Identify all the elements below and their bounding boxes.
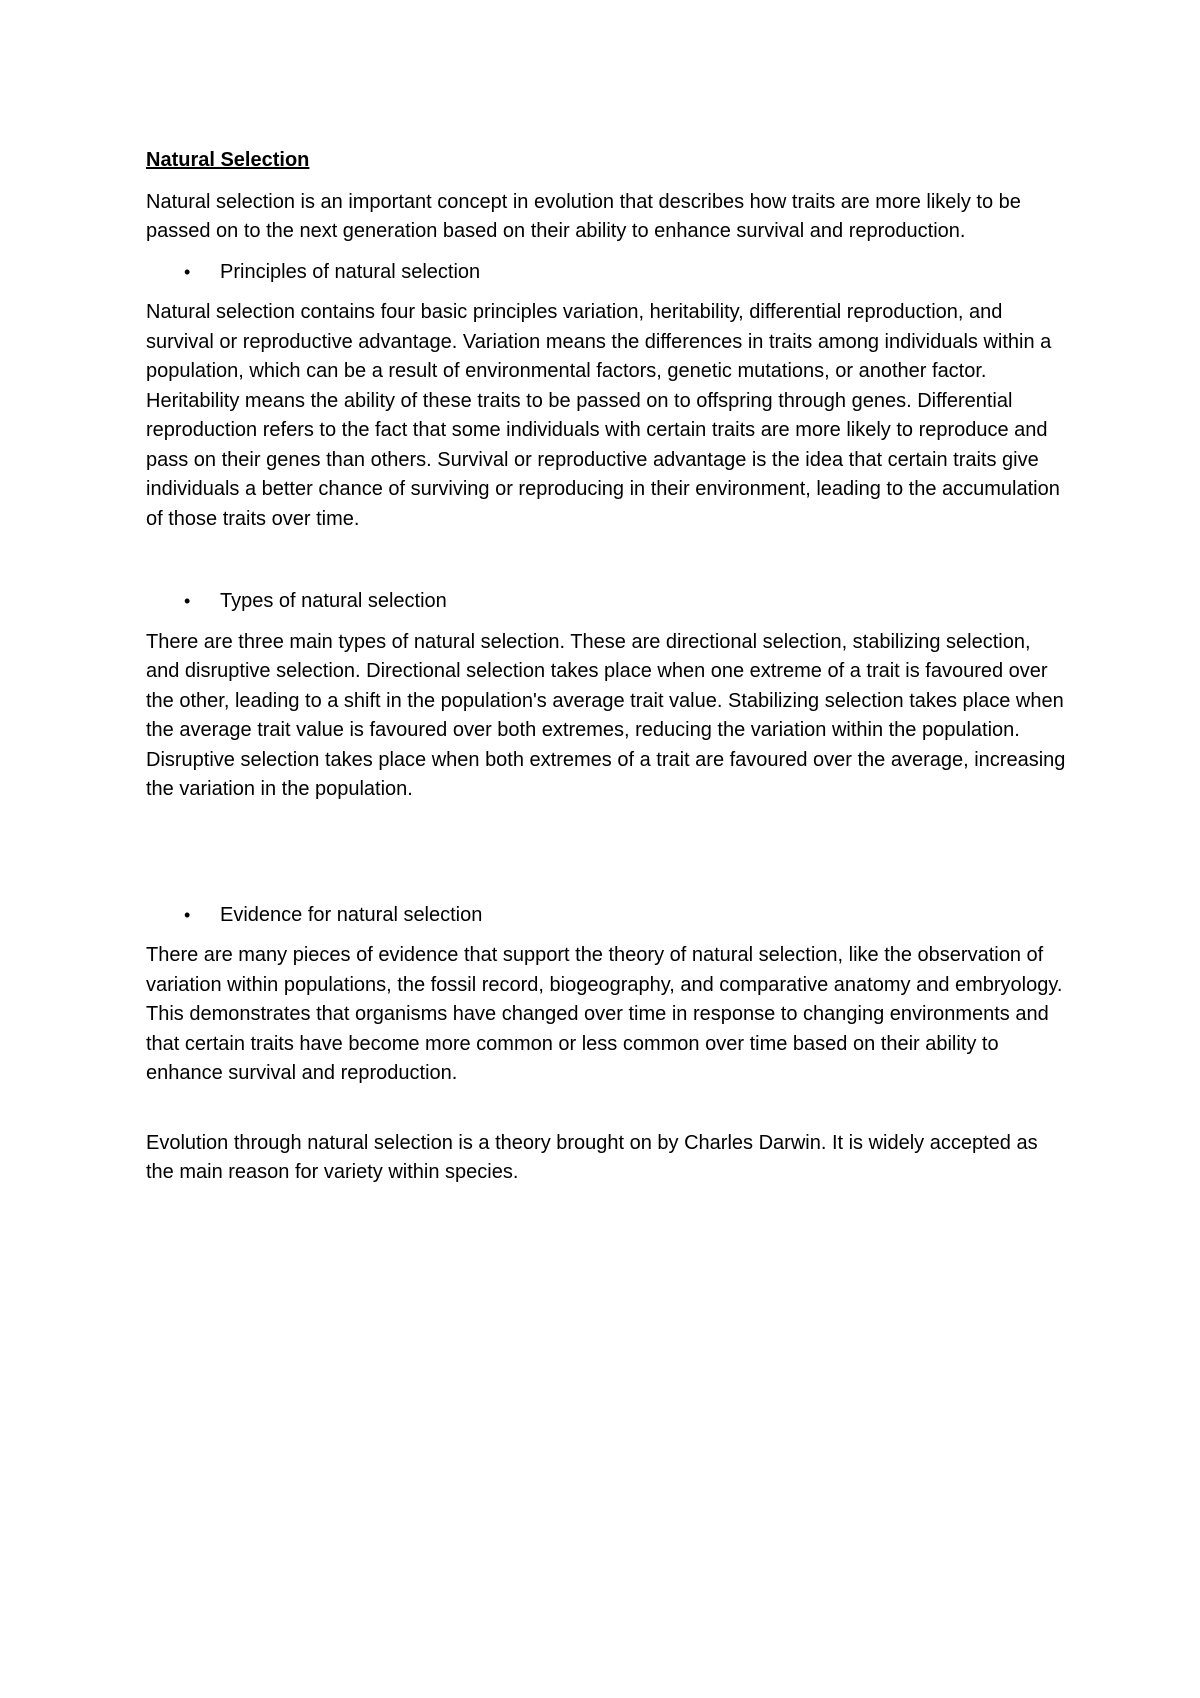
section-body-principles: Natural selection contains four basic principles variation, heritability, differential reproduction, and survival or reproductive advantage. Variation means the differences in traits among individuals within a population, which can be a result of environmental factors, genetic mutations, or another factor. Heritability means the ability of these traits to be passed on to offspring through genes. Differential reproduction refers to the fact that some individuals with certain traits are more likely to reproduce and pass on their genes than others. Survival or reproductive advantage is the idea that certain traits give individuals a better chance of surviving or reproducing in their environment, leading to the accumulation of those traits over time. [146,301,1060,530]
section-heading-principles [146,258,1066,288]
conclusion-paragraph: Evolution through natural selection is a theory brought on by Charles Darwin. It is widely accepted as the main reason for variety within species. [146,1131,1038,1183]
section-heading-label: Principles of natural selection [220,260,481,283]
section-body-evidence: There are many pieces of evidence that support the theory of natural selection, like the observation of variation within populations, the fossil record, biogeography, and comparative anatomy and embryology. This demonstrates that organisms have changed over time in response to changing environments and that certain traits have become more common or less common over time based on their ability to enhance survival and reproduction. [146,944,1063,1084]
bullet-icon: • [184,904,191,925]
document-body [146,146,1066,1188]
bullet-icon: • [184,591,191,611]
section-heading-types [146,587,1066,617]
document-title: Natural Selection [146,149,310,171]
section-heading-label: Evidence for natural selection [220,903,483,926]
bullet-icon: • [184,261,191,282]
section-body-types: There are three main types of natural selection. These are directional selection, stabilizing selection, and disruptive selection. Directional selection takes place when one extreme of a trait is favoured over the other, leading to a shift in the population's average trait value. Stabilizing selection takes place when the average trait value is favoured over both extremes, reducing the variation within the population. Disruptive selection takes place when both extremes of a trait are favoured over the average, increasing the variation in the population. [146,630,1066,800]
section-heading-label: Types of natural selection [220,590,447,612]
intro-paragraph: Natural selection is an important concept in evolution that describes how traits are more likely to be passed on to the next generation based on their ability to enhance survival and reproduction. [146,190,1021,242]
section-heading-evidence [146,901,1066,931]
